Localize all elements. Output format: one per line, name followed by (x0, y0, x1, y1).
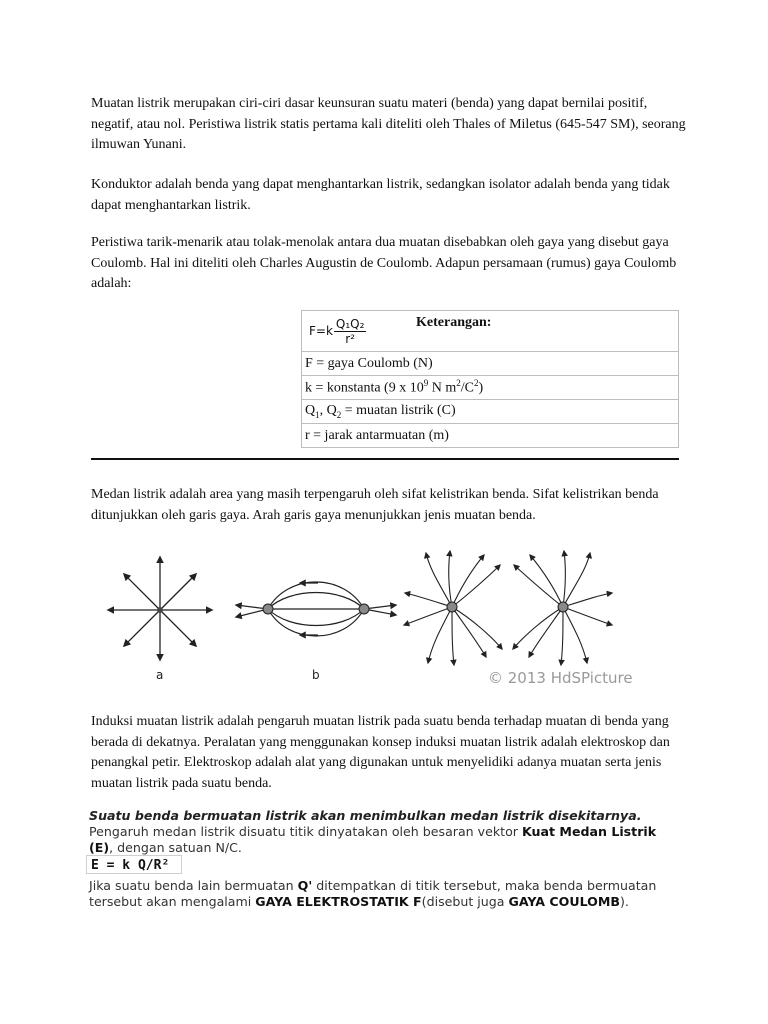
label-b: b (312, 668, 320, 682)
keterangan-heading: Keterangan: (416, 315, 492, 330)
paragraph-conductor: Konduktor adalah benda yang dapat menghantarkan listrik, sedangkan isolator adalah benda yang tidak dapat menghantarkan listrik. (91, 177, 670, 213)
paragraph-electric-field: Medan listrik adalah area yang masih terpengaruh oleh sifat kelistrikan benda. Sifat kelistrikan benda ditunjukkan oleh garis gaya. Arah garis gaya menunjukkan jenis muatan benda. (91, 487, 659, 523)
field-intro-italic: Suatu benda bermuatan listrik akan menimbulkan medan listrik disekitarnya. (89, 808, 642, 823)
field-strength-paragraph: Suatu benda bermuatan listrik akan menimbulkan medan listrik disekitarnya. Pengaruh medan listrik disuatu titik dinyatakan oleh besaran vektor Kuat Medan Listrik (E), dengan satuan N/C. (89, 808, 657, 855)
formula-header-cell (302, 311, 679, 352)
row-f: F = gaya Coulomb (N) (302, 352, 679, 376)
formula-denominator: r² (345, 331, 356, 346)
charge-c-right (558, 602, 568, 612)
kuat-medan-term: Kuat Medan Listrik (E) (89, 824, 657, 855)
paragraph-coulomb: Peristiwa tarik-menarik atau tolak-menolak antara dua muatan disebabkan oleh gaya yang disebut gaya Coulomb. Hal ini diteliti oleh Charles Augustin de Coulomb. Adapun persamaan (rumus) gaya Coulomb adalah: (91, 235, 677, 291)
diagram-b-dipole-field (236, 582, 396, 636)
coulomb-formula (309, 313, 366, 349)
row-k: k = konstanta (9 x $10^9$ N $m^2/C^2$) (302, 376, 679, 400)
charge-a (157, 607, 163, 613)
formula-fraction (334, 317, 367, 346)
row-r: r = jarak antarmuatan (m) (302, 424, 679, 448)
gaya-elektrostatik-term: GAYA ELEKTROSTATIK F (255, 894, 422, 909)
formula-lhs: F=k (309, 324, 333, 338)
field-equation-box: E = k Q/R² (86, 855, 182, 874)
charge-b-right (359, 604, 369, 614)
charge-c-left (447, 602, 457, 612)
q-prime-term: Q' (297, 878, 313, 893)
electrostatic-force-paragraph: Jika suatu benda lain bermuatan Q' ditempatkan di titik tersebut, maka benda bermuatan tersebut akan mengalami GAYA ELEKTROSTATIK F(disebut juga GAYA COULOMB). (89, 878, 657, 909)
electric-field-lines-figure (0, 545, 768, 695)
watermark: © 2013 HdSPicture (488, 669, 633, 687)
coulomb-formula-table (301, 310, 679, 448)
formula-numerator: Q₁Q₂ (335, 316, 365, 331)
gaya-coulomb-term: GAYA COULOMB (508, 894, 621, 909)
row-q: $Q_1$, $Q_2 = muatan$ listrik (C) (302, 400, 679, 424)
section-divider (91, 458, 679, 460)
paragraph-induction: Induksi muatan listrik adalah pengaruh muatan listrik pada suatu benda terhadap muatan di benda yang berada di dekatnya. Peralatan yang menggunakan konsep induksi muatan listrik adalah elektroskop dan penangkal petir. Elektroskop adalah alat yang digunakan untuk menyelidiki adanya muatan serta jenis muatan listrik pada suatu benda. (91, 714, 670, 791)
label-a: a (156, 668, 164, 682)
charge-b-left (263, 604, 273, 614)
diagram-c-repelling-field (404, 551, 612, 665)
paragraph-charge-definition: Muatan listrik merupakan ciri-ciri dasar keunsuran suatu materi (benda) yang dapat bernilai positif, negatif, atau nol. Peristiwa listrik statis pertama kali diteliti oleh Thales of Miletus (645-547 SM), seorang ilmuwan Yunani. (91, 96, 686, 152)
